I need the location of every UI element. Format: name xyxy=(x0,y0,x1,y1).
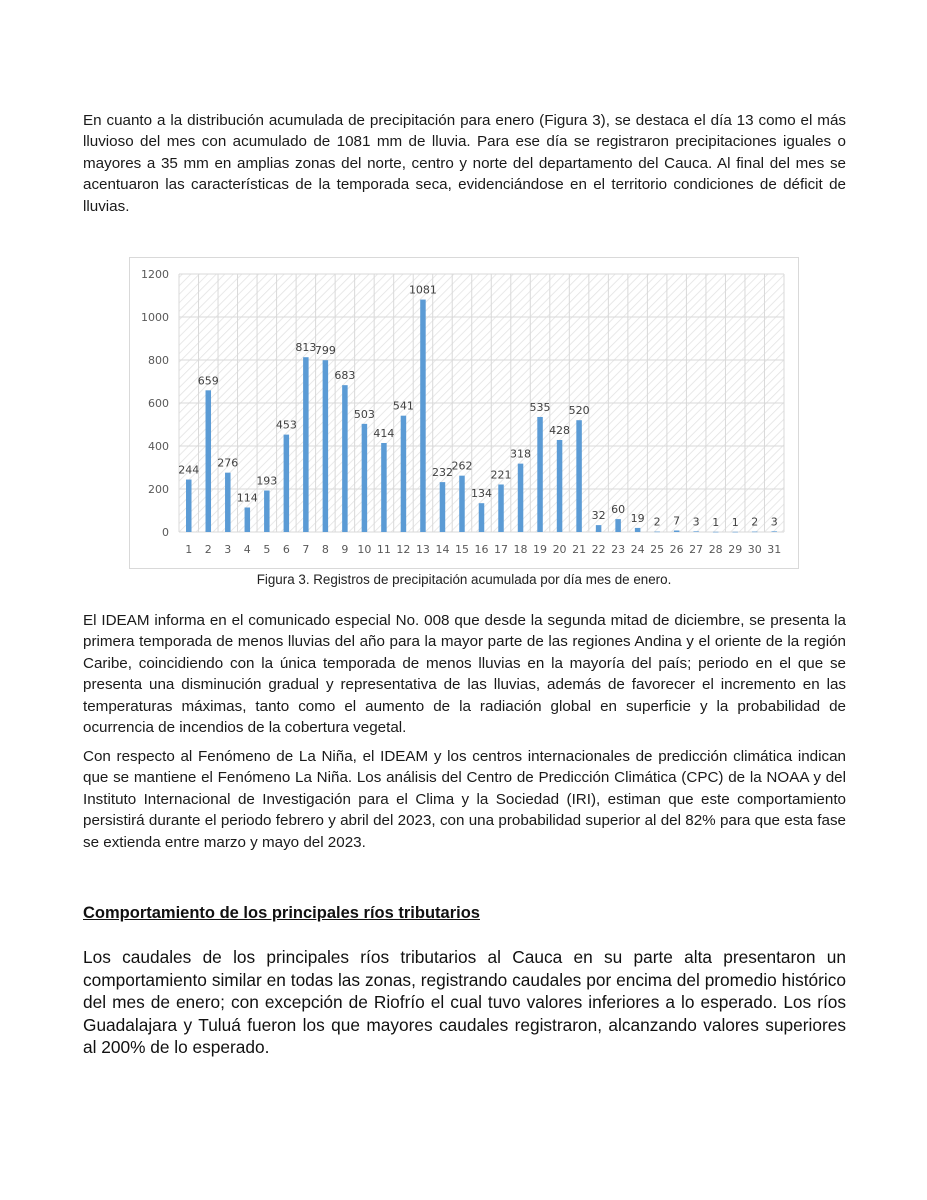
bar-day-15 xyxy=(459,476,465,532)
data-label: 659 xyxy=(197,374,219,388)
x-tick-label: 12 xyxy=(396,543,411,556)
bar-day-31 xyxy=(771,531,777,532)
data-label: 541 xyxy=(392,399,414,413)
x-tick-label: 25 xyxy=(650,543,665,556)
data-label: 3 xyxy=(770,515,778,529)
x-tick-label: 7 xyxy=(302,543,310,556)
x-tick-label: 5 xyxy=(263,543,271,556)
data-label: 32 xyxy=(591,509,606,523)
data-label: 520 xyxy=(568,404,590,418)
bar-day-14 xyxy=(440,482,446,532)
bar-day-1 xyxy=(186,480,192,532)
bar-day-12 xyxy=(401,416,407,532)
precipitation-chart xyxy=(129,257,799,569)
x-tick-label: 4 xyxy=(243,543,251,556)
bar-day-18 xyxy=(518,464,524,532)
bar-day-16 xyxy=(479,503,485,532)
bar-day-7 xyxy=(303,357,309,532)
bar-day-29 xyxy=(732,532,738,533)
x-tick-label: 20 xyxy=(552,543,567,556)
bar-day-8 xyxy=(323,360,329,532)
y-tick-label: 1200 xyxy=(141,268,169,281)
y-tick-label: 800 xyxy=(148,354,169,367)
x-tick-label: 6 xyxy=(282,543,290,556)
bar-day-9 xyxy=(342,385,348,532)
x-tick-label: 21 xyxy=(572,543,587,556)
chart-svg xyxy=(130,258,798,568)
data-label: 1 xyxy=(731,515,739,529)
bar-day-30 xyxy=(752,532,758,533)
x-tick-label: 9 xyxy=(341,543,349,556)
x-tick-label: 1 xyxy=(185,543,193,556)
bar-day-23 xyxy=(615,519,621,532)
bar-day-2 xyxy=(206,390,212,532)
bar-day-21 xyxy=(576,420,582,532)
data-label: 813 xyxy=(295,341,317,355)
data-label: 276 xyxy=(217,456,239,470)
data-label: 262 xyxy=(451,459,473,473)
data-label: 221 xyxy=(490,468,512,482)
data-label: 683 xyxy=(334,369,356,383)
intro-paragraph: En cuanto a la distribución acumulada de precipitación para enero (Figura 3), se destaca el día 13 como el más lluvioso del mes con acumulado de 1081 mm de lluvia. Para ese día se registraron precipitaciones iguales o mayores a 35 mm en amplias zonas del norte, centro y norte del departamento del Cauca. Al final del mes se acentuaron las características de la temporada seca, evidenciándose en el territorio condiciones de déficit de lluvias. xyxy=(83,112,846,215)
data-label: 535 xyxy=(529,400,551,414)
x-tick-label: 31 xyxy=(767,543,782,556)
rivers-paragraph: Los caudales de los principales ríos tributarios al Cauca en su parte alta presentaron un comportamiento similar en todas las zonas, registrando caudales por encima del promedio histórico del mes de enero; con excepción de Riofrío el cual tuvo valores inferiores a lo esperado. Los ríos Guadalajara y Tuluá fueron los que mayores caudales registraron, alcanzando valores superiores al 200% de lo esperado. xyxy=(83,947,846,1057)
bar-day-4 xyxy=(245,507,251,532)
data-label: 414 xyxy=(373,426,395,440)
y-tick-label: 0 xyxy=(162,526,169,539)
bar-day-3 xyxy=(225,473,231,532)
data-label: 2 xyxy=(653,515,661,529)
ideam-paragraph: El IDEAM informa en el comunicado especial No. 008 que desde la segunda mitad de diciembre, se presenta la primera temporada de menos lluvias del año para la mayor parte de las regiones Andina y el oriente de la región Caribe, coincidiendo con la única temporada de menos lluvias en la mayoría del país; periodo en el que se presenta una disminución gradual y representativa de las lluvias, además de favorecer el incremento en las temperaturas máximas, tanto como el aumento de la radiación global en superficie y la probabilidad de ocurrencia de incendios de la cobertura vegetal. xyxy=(83,612,846,737)
data-label: 318 xyxy=(510,447,532,461)
x-tick-label: 26 xyxy=(669,543,684,556)
data-label: 1081 xyxy=(408,283,437,297)
x-tick-label: 28 xyxy=(708,543,723,556)
data-label: 3 xyxy=(692,515,700,529)
x-tick-label: 8 xyxy=(321,543,329,556)
x-tick-label: 16 xyxy=(474,543,489,556)
x-tick-label: 10 xyxy=(357,543,372,556)
y-tick-label: 600 xyxy=(148,397,169,410)
bar-day-6 xyxy=(284,435,290,532)
y-tick-label: 200 xyxy=(148,483,169,496)
x-tick-label: 24 xyxy=(630,543,645,556)
x-tick-label: 17 xyxy=(494,543,509,556)
x-axis-ticks xyxy=(185,543,781,556)
data-label: 453 xyxy=(275,418,297,432)
x-tick-label: 19 xyxy=(533,543,548,556)
data-label: 244 xyxy=(178,463,200,477)
section-heading: Comportamiento de los principales ríos tributarios xyxy=(83,904,480,922)
bar-day-22 xyxy=(596,525,602,532)
x-tick-label: 2 xyxy=(204,543,212,556)
bar-day-13 xyxy=(420,300,426,532)
bar-day-28 xyxy=(713,532,719,533)
y-tick-label: 400 xyxy=(148,440,169,453)
data-label: 19 xyxy=(630,511,645,525)
data-label: 503 xyxy=(353,407,375,421)
x-tick-label: 23 xyxy=(611,543,626,556)
x-tick-label: 30 xyxy=(747,543,762,556)
data-label: 232 xyxy=(431,466,453,480)
bar-day-26 xyxy=(674,530,680,532)
data-label: 2 xyxy=(751,515,759,529)
bar-day-24 xyxy=(635,528,641,532)
data-label: 428 xyxy=(549,423,571,437)
bar-day-25 xyxy=(654,532,660,533)
bar-day-5 xyxy=(264,491,270,532)
bar-day-10 xyxy=(362,424,368,532)
bar-day-19 xyxy=(537,417,543,532)
x-tick-label: 18 xyxy=(513,543,528,556)
x-tick-label: 13 xyxy=(415,543,430,556)
y-tick-label: 1000 xyxy=(141,311,169,324)
bar-day-27 xyxy=(693,531,699,532)
bar-day-17 xyxy=(498,484,504,532)
data-label: 1 xyxy=(712,515,720,529)
bar-day-20 xyxy=(557,440,563,532)
y-axis-ticks xyxy=(141,268,169,539)
x-tick-label: 11 xyxy=(376,543,391,556)
data-label: 799 xyxy=(314,344,336,358)
x-tick-label: 27 xyxy=(689,543,704,556)
data-label: 134 xyxy=(471,487,492,501)
data-label: 193 xyxy=(256,474,278,488)
x-tick-label: 15 xyxy=(454,543,469,556)
figure-caption: Figura 3. Registros de precipitación acumulada por día mes de enero. xyxy=(256,572,672,587)
bar-day-11 xyxy=(381,443,387,532)
data-label: 7 xyxy=(673,514,681,528)
data-label: 114 xyxy=(236,491,258,505)
x-tick-label: 3 xyxy=(224,543,232,556)
data-label: 60 xyxy=(611,503,626,517)
la-nina-paragraph: Con respecto al Fenómeno de La Niña, el IDEAM y los centros internacionales de predicción climática indican que se mantiene el Fenómeno La Niña. Los análisis del Centro de Predicción Climática (CPC) de la NOAA y del Instituto Internacional de Investigación para el Clima y la Sociedad (IRI), estiman que este comportamiento persistirá durante el periodo febrero y abril del 2023, con una probabilidad superior al del 82% para que esta fase se extienda entre marzo y mayo del 2023. xyxy=(83,748,846,851)
x-tick-label: 14 xyxy=(435,543,450,556)
x-tick-label: 29 xyxy=(728,543,743,556)
x-tick-label: 22 xyxy=(591,543,606,556)
